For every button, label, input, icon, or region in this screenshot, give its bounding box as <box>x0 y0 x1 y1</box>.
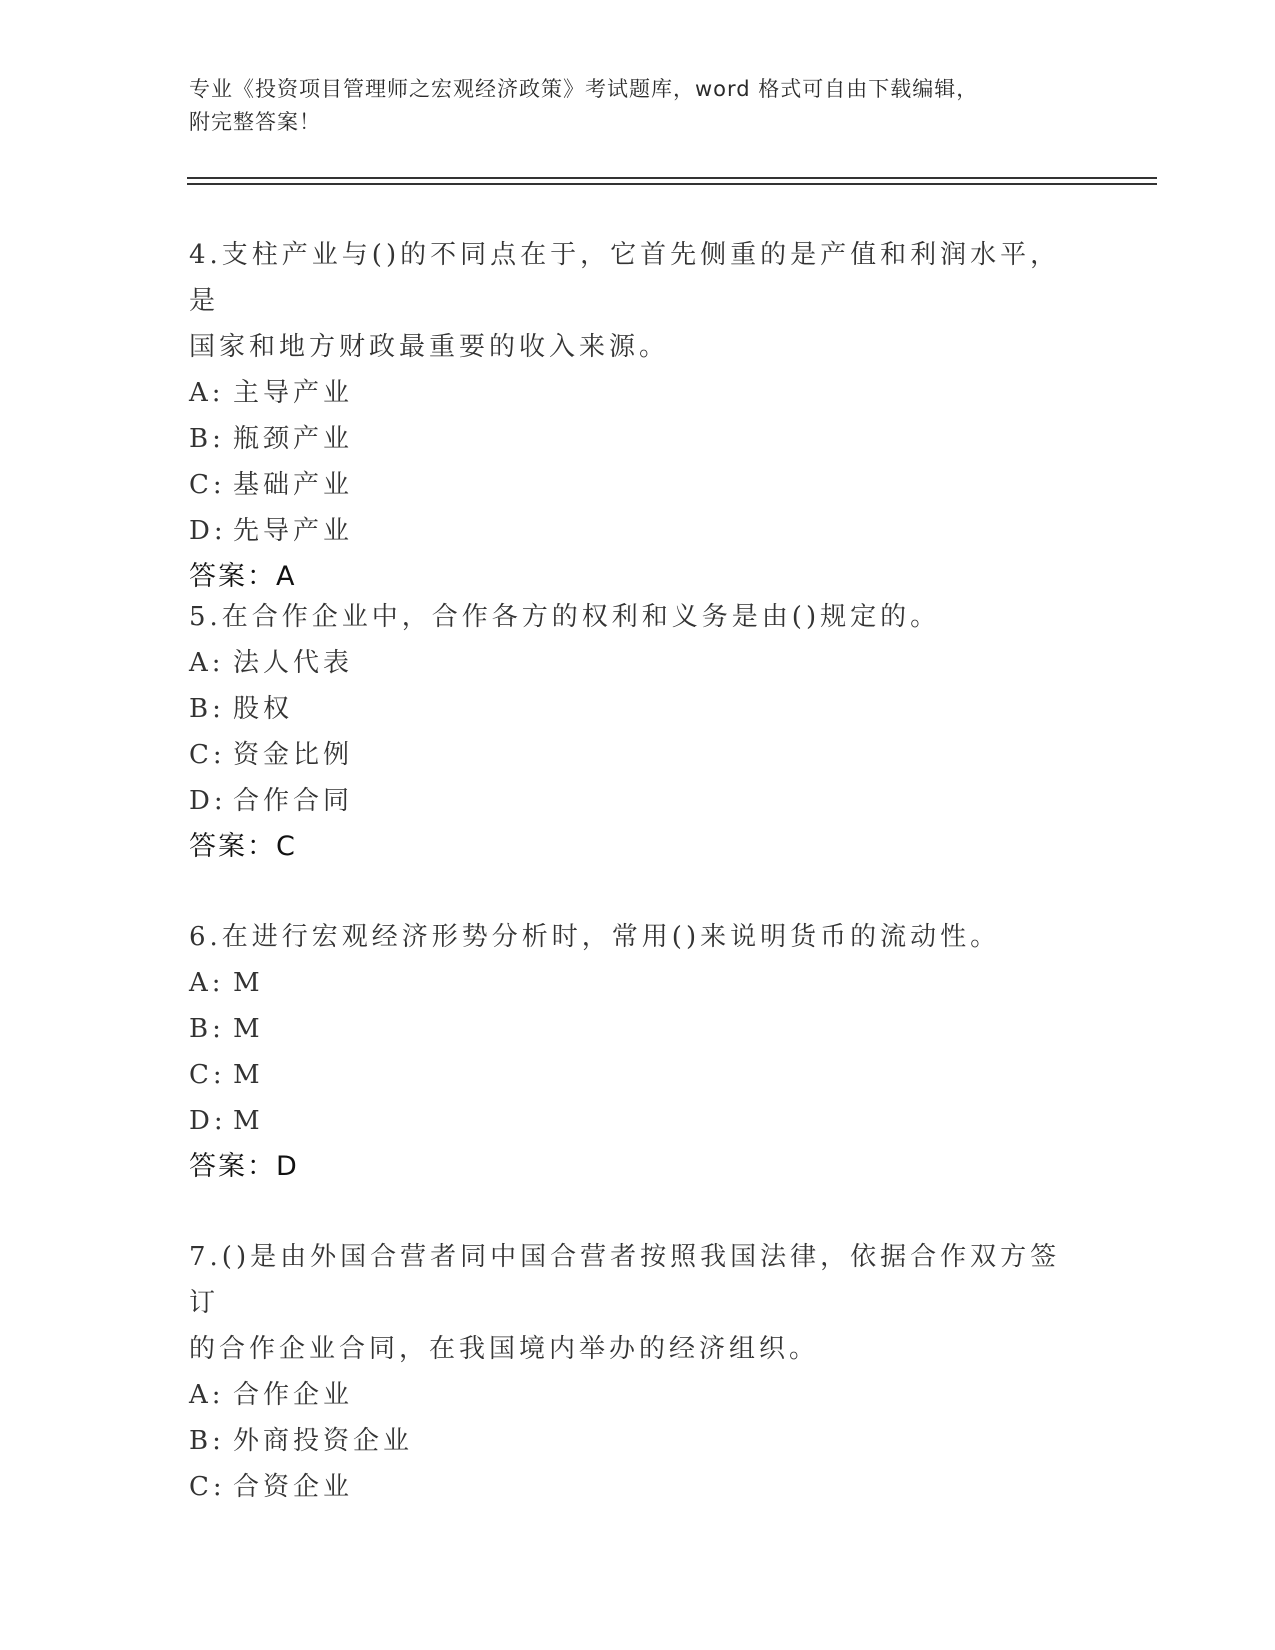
option-b <box>189 1006 1089 1052</box>
option-text: M <box>233 1014 264 1044</box>
question-text-line: 6.在进行宏观经济形势分析时，常用()来说明货币的流动性。 <box>189 922 1001 952</box>
option-b <box>189 416 1089 462</box>
question-block <box>189 594 1089 870</box>
option-a <box>189 960 1089 1006</box>
option-text: 先导产业 <box>233 516 354 546</box>
answer-text: 答案：D <box>189 1151 299 1182</box>
option-label: C: <box>189 1472 226 1502</box>
option-label: C: <box>189 470 226 500</box>
header-divider-bottom <box>187 183 1157 185</box>
option-c <box>189 1052 1089 1098</box>
question-text-line: 的合作企业合同，在我国境内举办的经济组织。 <box>189 1334 820 1364</box>
option-label: D: <box>189 516 227 546</box>
option-label: B: <box>189 424 225 454</box>
option-d <box>189 1098 1089 1144</box>
question-text-line: 4.支柱产业与()的不同点在于，它首先侧重的是产值和利润水平，是 <box>189 240 1061 316</box>
option-label: C: <box>189 1060 226 1090</box>
header-line-1: 专业《投资项目管理师之宏观经济政策》考试题库，word 格式可自由下载编辑， <box>189 77 979 101</box>
option-a <box>189 370 1089 416</box>
answer-text: 答案：C <box>189 831 297 862</box>
option-text: 外商投资企业 <box>233 1426 414 1456</box>
question-block <box>189 1234 1089 1510</box>
answer-text: 答案：A <box>189 561 297 592</box>
option-d <box>189 508 1089 554</box>
option-label: B: <box>189 1014 225 1044</box>
option-b <box>189 1418 1089 1464</box>
option-text: 资金比例 <box>233 740 354 770</box>
option-text: 瓶颈产业 <box>233 424 354 454</box>
option-label: A: <box>189 968 225 998</box>
question-block <box>189 232 1089 600</box>
option-text: 主导产业 <box>233 378 354 408</box>
option-text: 合作企业 <box>233 1380 354 1410</box>
option-text: M <box>233 1106 264 1136</box>
option-label: A: <box>189 648 225 678</box>
question-text-line: 国家和地方财政最重要的收入来源。 <box>189 332 670 362</box>
option-text: 法人代表 <box>233 648 354 678</box>
option-c <box>189 732 1089 778</box>
option-c <box>189 1464 1089 1510</box>
option-label: B: <box>189 694 225 724</box>
question-text-line: 7.()是由外国合营者同中国合营者按照我国法律，依据合作双方签订 <box>189 1242 1061 1318</box>
header-divider-top <box>187 177 1157 179</box>
option-label: D: <box>189 786 227 816</box>
option-a <box>189 1372 1089 1418</box>
option-text: M <box>233 1060 264 1090</box>
option-d <box>189 778 1089 824</box>
option-text: M <box>233 968 264 998</box>
option-label: D: <box>189 1106 227 1136</box>
question-text-line: 5.在合作企业中，合作各方的权利和义务是由()规定的。 <box>189 602 941 632</box>
option-label: B: <box>189 1426 225 1456</box>
option-text: 基础产业 <box>233 470 354 500</box>
header-line-2: 附完整答案！ <box>189 110 321 134</box>
option-b <box>189 686 1089 732</box>
option-label: A: <box>189 378 225 408</box>
option-a <box>189 640 1089 686</box>
option-text: 股权 <box>233 694 294 724</box>
option-c <box>189 462 1089 508</box>
question-block <box>189 914 1089 1190</box>
option-text: 合作合同 <box>233 786 354 816</box>
document-header <box>189 73 1089 139</box>
option-label: C: <box>189 740 226 770</box>
option-label: A: <box>189 1380 225 1410</box>
option-text: 合资企业 <box>233 1472 354 1502</box>
